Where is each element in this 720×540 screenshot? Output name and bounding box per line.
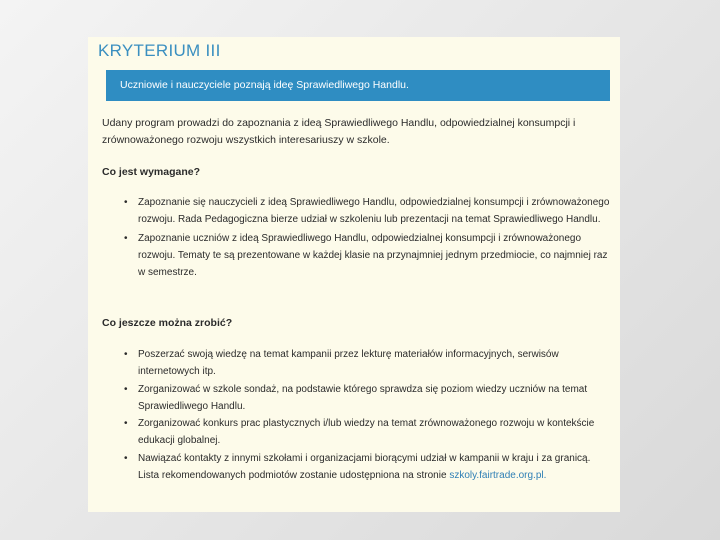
fairtrade-website-link[interactable]: szkoly.fairtrade.org.pl. — [449, 470, 547, 482]
optional-heading: Co jeszcze można zrobić? — [102, 317, 233, 329]
list-item: • Poszerzać swoją wiedzę na temat kampanii przez lekturę materiałów informacyjnych, serwisów internetowych itp. — [124, 346, 614, 381]
intro-paragraph: Udany program prowadzi do zapoznania z ideą Sprawiedliwego Handlu, odpowiedzialnej konsumpcji i zrównoważonego rozwoju wszystkich interesariuszy w szkole. — [102, 117, 576, 146]
document-page — [88, 37, 620, 512]
optional-list — [124, 346, 614, 484]
list-item — [124, 450, 614, 485]
list-item-text: Nawiązać kontakty z innymi szkołami i organizacjami biorącymi udział w kampanii w kraju i za granicą. Lista rekomendowanych podmiotów zostanie udostępniona na stronie — [138, 452, 591, 482]
list-item: • Zorganizować konkurs prac plastycznych i/lub wiedzy na temat zrównoważonego rozwoju w kontekście edukacji globalnej. — [124, 415, 614, 450]
criterion-banner: Uczniowie i nauczyciele poznają ideę Sprawiedliwego Handlu. — [106, 70, 610, 101]
page-title: KRYTERIUM III — [98, 41, 221, 60]
list-item: • Zorganizować w szkole sondaż, na podstawie którego sprawdza się poziom wiedzy uczniów na temat Sprawiedliwego Handlu. — [124, 381, 614, 416]
required-heading: Co jest wymagane? — [102, 166, 201, 178]
required-list — [124, 194, 614, 281]
list-item: • Zapoznanie uczniów z ideą Sprawiedliwego Handlu, odpowiedzialnej konsumpcji i zrównoważonego rozwoju. Tematy te są prezentowane w każdej klasie na przynajmniej jednym przedmiocie, co najmniej raz w semestrze. — [124, 230, 614, 282]
list-item: • Zapoznanie się nauczycieli z ideą Sprawiedliwego Handlu, odpowiedzialnej konsumpcji i zrównoważonego rozwoju. Rada Pedagogiczna bierze udział w szkoleniu lub prezentacji na temat Sprawiedliwego Handlu. — [124, 194, 614, 229]
